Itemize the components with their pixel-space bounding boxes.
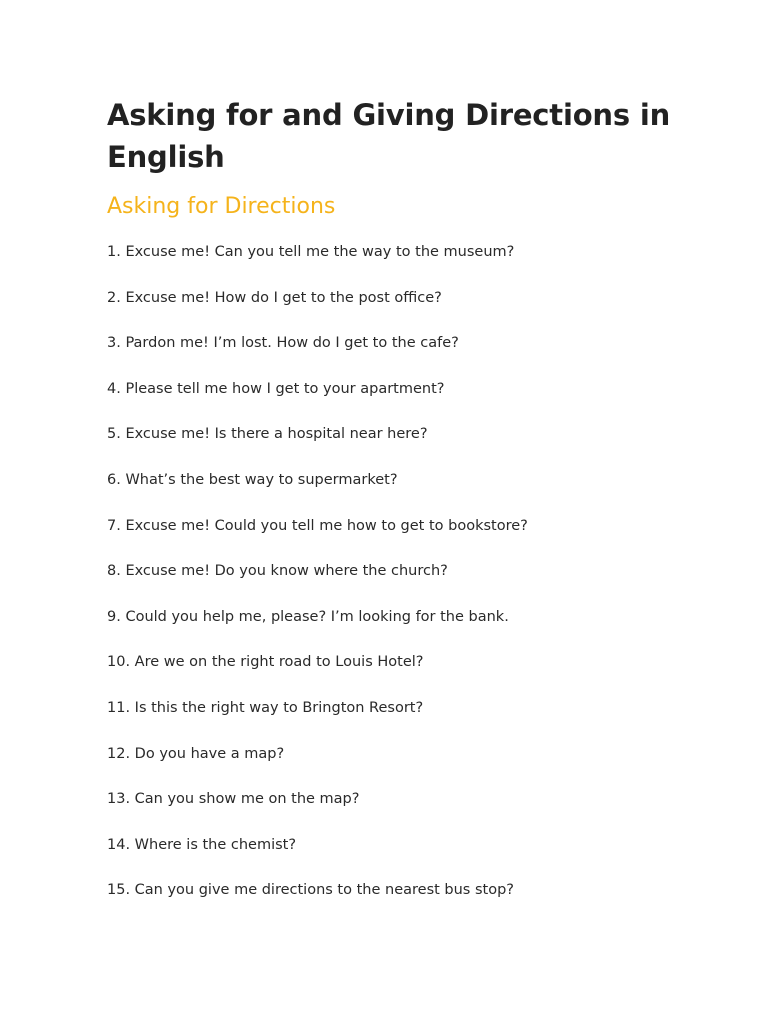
page-title: Asking for and Giving Directions in English xyxy=(107,98,671,174)
list-item: 2. Excuse me! How do I get to the post office? xyxy=(107,289,442,306)
list-item: 15. Can you give me directions to the nearest bus stop? xyxy=(107,882,514,899)
list-item: 4. Please tell me how I get to your apartment? xyxy=(107,380,445,397)
document-page xyxy=(107,94,707,926)
list-item: 8. Excuse me! Do you know where the church? xyxy=(107,563,448,580)
list-item: 10. Are we on the right road to Louis Hotel? xyxy=(107,654,424,671)
list-item: 13. Can you show me on the map? xyxy=(107,791,360,808)
section-heading: Asking for Directions xyxy=(107,194,336,219)
list-item: 3. Pardon me! I’m lost. How do I get to the cafe? xyxy=(107,335,459,352)
list-item: 7. Excuse me! Could you tell me how to get to bookstore? xyxy=(107,517,528,534)
list-item: 1. Excuse me! Can you tell me the way to the museum? xyxy=(107,244,515,260)
list-item: 5. Excuse me! Is there a hospital near here? xyxy=(107,426,428,443)
question-list xyxy=(107,242,707,900)
list-item: 12. Do you have a map? xyxy=(107,745,285,762)
list-item: 11. Is this the right way to Brington Resort? xyxy=(107,699,424,716)
list-item: 6. What’s the best way to supermarket? xyxy=(107,471,398,488)
list-item: 9. Could you help me, please? I’m looking for the bank. xyxy=(107,608,509,625)
list-item: 14. Where is the chemist? xyxy=(107,836,297,853)
